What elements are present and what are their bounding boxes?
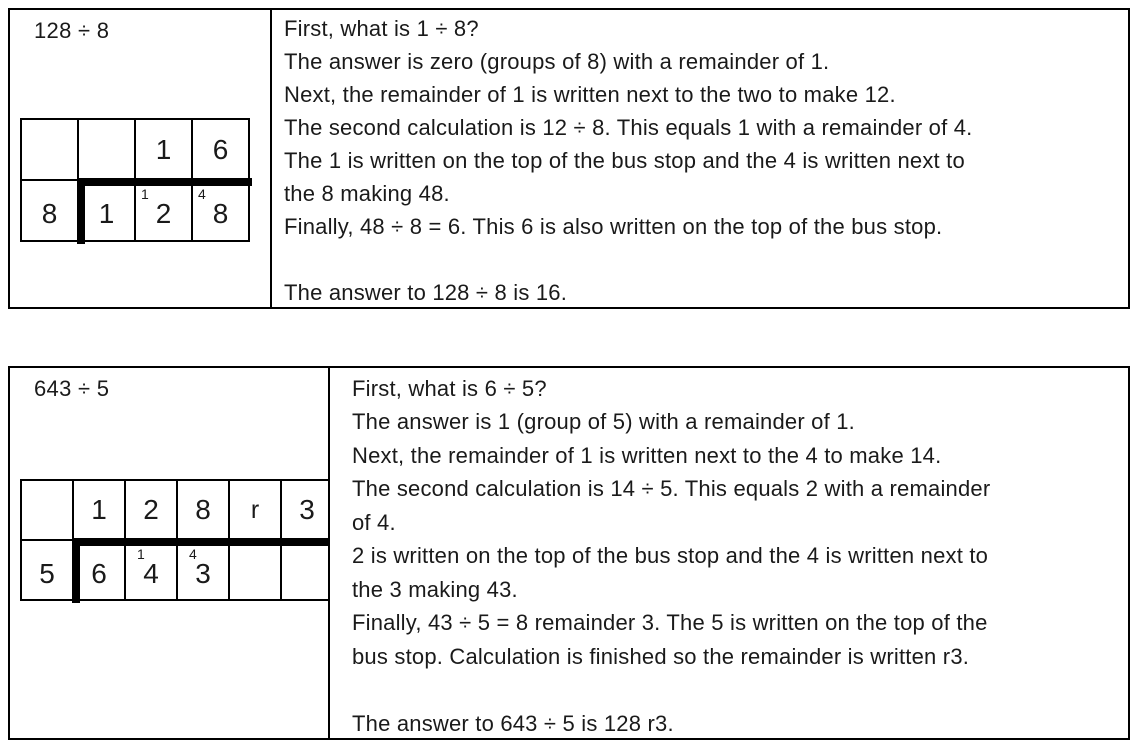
dividend-cell [193, 181, 250, 242]
explanation-line: 2 is written on the top of the bus stop and the 4 is written next to [352, 543, 989, 569]
quotient-cell [79, 120, 136, 181]
explanation-line: The 1 is written on the top of the bus stop and the 4 is written next to [284, 147, 965, 173]
dividend-cell [126, 541, 178, 601]
carry-digit: 4 [189, 546, 197, 562]
bus-stop-grid-2 [20, 479, 330, 601]
dividend-cell [79, 181, 136, 242]
dividend-cell [282, 541, 330, 601]
carry-digit: 1 [141, 186, 149, 202]
explanation-line: The answer is 1 (group of 5) with a remainder of 1. [352, 409, 855, 435]
cell-digit: 2 [155, 198, 172, 229]
bus-stop-vertical-line [77, 178, 85, 244]
explanation-line: The second calculation is 14 ÷ 5. This equals 2 with a remainder [352, 476, 991, 502]
problem-table-2 [8, 366, 1130, 740]
working-cell-1 [10, 10, 272, 307]
explanation-line-blank [284, 243, 1128, 276]
explanation-line: The second calculation is 12 ÷ 8. This equals 1 with a remainder of 4. [284, 114, 973, 140]
bus-stop-horizontal-line [77, 178, 252, 186]
dividend-cell [74, 541, 126, 601]
explanation-line: bus stop. Calculation is finished so the remainder is written r3. [352, 643, 970, 669]
cell-digit: 2 [143, 494, 159, 525]
explanation-line: The answer is zero (groups of 8) with a remainder of 1. [284, 48, 830, 74]
remainder-letter-cell [230, 481, 282, 541]
quotient-cell [22, 481, 74, 541]
bus-stop-vertical-line [72, 538, 80, 603]
quotient-cell [178, 481, 230, 541]
dividend-cell [230, 541, 282, 601]
explanation-cell-2 [330, 368, 1128, 738]
quotient-cell [22, 120, 79, 181]
remainder-letter: r [250, 495, 260, 524]
explanation-line: The answer to 643 ÷ 5 is 128 r3. [352, 710, 674, 736]
divisor-digit: 5 [39, 557, 55, 589]
dividend-cell [178, 541, 230, 601]
cell-digit: 8 [195, 494, 211, 525]
cell-digit: 3 [195, 557, 211, 589]
explanation-line: of 4. [352, 509, 396, 535]
carry-digit: 4 [198, 186, 206, 202]
quotient-cell [126, 481, 178, 541]
remainder-cell [282, 481, 330, 541]
working-cell-2 [10, 368, 330, 738]
dividend-cell [136, 181, 193, 242]
cell-digit: 6 [212, 133, 229, 165]
problem-table-1 [8, 8, 1130, 309]
explanation-line-blank [352, 674, 1128, 708]
bus-stop-horizontal-line [72, 538, 330, 546]
cell-digit: 1 [98, 198, 115, 229]
explanation-line: The answer to 128 ÷ 8 is 16. [284, 279, 568, 305]
explanation-line: First, what is 1 ÷ 8? [284, 15, 479, 41]
quotient-cell [74, 481, 126, 541]
divisor-cell [22, 181, 79, 242]
problem-title-2: 643 ÷ 5 [34, 376, 110, 401]
cell-digit: 1 [91, 494, 107, 525]
explanation-line: the 8 making 48. [284, 180, 450, 206]
problem-title-1: 128 ÷ 8 [34, 18, 110, 43]
explanation-line: the 3 making 43. [352, 576, 518, 602]
divisor-cell [22, 541, 74, 601]
explanation-line: Finally, 48 ÷ 8 = 6. This 6 is also written on the top of the bus stop. [284, 213, 943, 239]
cell-digit: 3 [299, 494, 315, 525]
quotient-cell [136, 120, 193, 181]
cell-digit: 4 [143, 557, 159, 589]
explanation-line: First, what is 6 ÷ 5? [352, 375, 547, 401]
cell-digit: 6 [91, 557, 107, 589]
worksheet-page [8, 8, 1130, 740]
explanation-cell-1 [272, 10, 1128, 307]
explanation-line: Next, the remainder of 1 is written next to the two to make 12. [284, 81, 896, 107]
cell-digit: 8 [212, 198, 229, 229]
carry-digit: 1 [137, 546, 145, 562]
divisor-digit: 8 [41, 198, 58, 229]
bus-stop-grid-1 [20, 118, 250, 242]
cell-digit: 1 [155, 133, 172, 165]
explanation-line: Finally, 43 ÷ 5 = 8 remainder 3. The 5 is written on the top of the [352, 610, 988, 636]
explanation-line: Next, the remainder of 1 is written next to the 4 to make 14. [352, 442, 942, 468]
quotient-cell [193, 120, 250, 181]
